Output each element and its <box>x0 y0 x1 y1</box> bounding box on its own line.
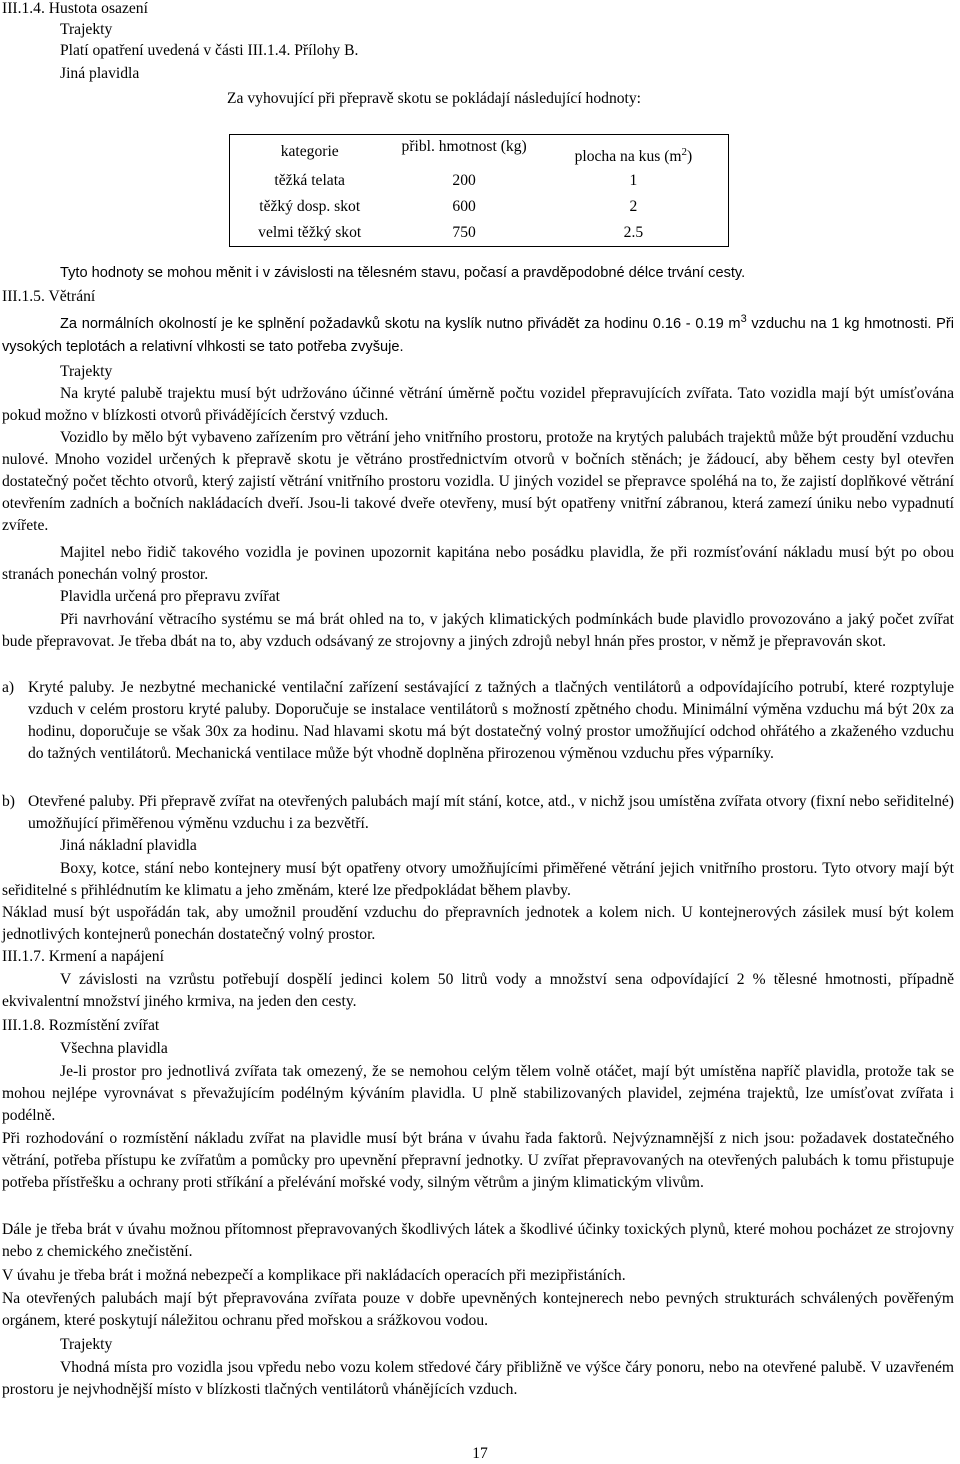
subheading-ferries: Trajekty <box>60 21 113 38</box>
page-number: 17 <box>472 1445 488 1462</box>
ventilation-paragraph-7: Náklad musí být uspořádán tak, aby umožnil proudění vzduchu do přepravních jednotek a kolem nich. U kontejnerových zásilek musí být kolem jednotlivých kontejnerů ponechán dostatečný volný prostor. <box>2 904 954 943</box>
density-table <box>229 134 729 247</box>
table-row <box>230 220 729 247</box>
ventilation-paragraph-1: Za normálních okolností je ke splnění požadavků skotu na kyslík nutno přivádět za hodinu 0.16 - 0.19 $m^3$ vzduchu na 1 kg hmotnosti. Při vysokých teplotách a relativní vlhkosti se tato potřeba zvyšuje. <box>2 313 954 355</box>
ventilation-paragraph-6: Boxy, kotce, stání nebo kontejnery musí být opatřeny otvory umožňujícími přiměřené větrání jejich vnitřního prostoru. Tyto otvory mají být seřiditelné s přihlédnutím ke klimatu a jeho změnám, které lze předpokládat během plavby. <box>2 860 954 899</box>
table-header-category: kategorie <box>280 142 339 160</box>
table-cell: těžká telata <box>274 172 345 189</box>
subheading-animal-vessels: Plavidla určená pro přepravu zvířat <box>60 588 280 605</box>
subheading-cargo-vessels: Jiná nákladní plavidla <box>60 837 197 854</box>
table-cell: velmi těžký skot <box>258 224 362 241</box>
table-header-area: plocha na kus $(m^2)$ <box>574 145 693 165</box>
ferries-paragraph: Platí opatření uvedená v části III.1.4. Přílohy B. <box>60 42 359 59</box>
table-cell: 2 <box>629 198 638 215</box>
table-cell: těžký dosp. skot <box>259 198 361 215</box>
table-cell: 600 <box>452 198 476 215</box>
placement-paragraph-2: Při rozhodování o rozmístění nákladu zvířat na plavidle musí být brána v úvahu řada faktorů. Nejvýznamnější z nich jsou: požadavek dostatečného větrání, potřeba přístupu ke zvířatům a pomůcky pro upevnění přepravní jednotky. U zvířat přepravovaných na otevřených palubách k tomu přistupuje potřeba přístřešku a ochrany proti stříkání a přelévání mořské vody, silným větrům a jiným klimatickým vlivům. <box>2 1130 954 1191</box>
section-heading-placement: III.1.8. Rozmístění zvířat <box>2 1017 160 1034</box>
subheading-all-vessels: Všechna plavidla <box>60 1040 168 1057</box>
subheading-ferries-ventilation: Trajekty <box>60 363 113 380</box>
list-label-b: b) <box>2 793 15 810</box>
list-label-a: a) <box>2 679 15 696</box>
table-row <box>230 194 729 220</box>
table-cell: 750 <box>452 224 476 241</box>
placement-paragraph-5: Na otevřených palubách mají být přepravována zvířata pouze v dobře upevněných kontejnerech nebo pevných strukturách schválených pověřeným orgánem, které poskytují náležitou ochranu před mořskou a srážkovou vodou. <box>2 1290 954 1329</box>
table-note: Tyto hodnoty se mohou měnit i v závislosti na tělesném stavu, počasí a pravděpodobné délce trvání cesty. <box>60 265 746 281</box>
table-cell: 1 <box>629 172 638 189</box>
ventilation-paragraph-4: Majitel nebo řidič takového vozidla je povinen upozornit kapitána nebo posádku plavidla, že při rozmísťování nákladu musí být po obou stranách ponechán volný prostor. <box>2 544 954 583</box>
placement-paragraph-6: Vhodná místa pro vozidla jsou vpředu nebo vozu kolem středové čáry přibližně ve výšce čáry ponoru, nebo na otevřené palubě. V uzavřeném prostoru je nejvhodnější místo v blízkosti tlačných ventilátorů vhánějících vzduch. <box>2 1359 954 1398</box>
list-item-covered-decks <box>2 677 954 765</box>
placement-paragraph-1: Je-li prostor pro jednotlivá zvířata tak omezený, že se nemohou celým tělem volně otáčet, mají být umístěna napříč plavidla, protože tak se mohou nejlépe vyrovnávat s převažujícím podélným kýváním plavidla. U plně stabilizovaných plavidel, zejména trajektů, lze umísťovat zvířata i podélně. <box>2 1063 954 1124</box>
subheading-other-vessels: Jiná plavidla <box>60 65 140 82</box>
section-heading-stocking-density: III.1.4. Hustota osazení <box>2 0 148 17</box>
table-header-weight: přibl. hmotnost (kg) <box>401 138 527 155</box>
ventilation-paragraph-2: Na kryté palubě trajektu musí být udržováno účinné větrání úměrně počtu vozidel přepravujících zvířata. Tato vozidla mají být umísťována pokud možno v blízkosti otvorů přivádějících čerstvý vzduch. <box>2 385 954 424</box>
list-text-b: Otevřené paluby. Při přepravě zvířat na otevřených palubách mají mít stání, kotce, atd., v nichž jsou umístěna zvířata otvory (fixní nebo seřiditelné) umožňující přiměřenou výměnu vzduchu i za bezvětří. <box>28 793 954 832</box>
section-heading-ventilation: III.1.5. Větrání <box>2 288 96 305</box>
table-cell: 200 <box>452 172 476 189</box>
list-item-open-decks <box>2 791 954 835</box>
table-cell: 2.5 <box>623 224 644 241</box>
list-text-a: Kryté paluby. Je nezbytné mechanické ventilační zařízení sestávající z tažných a tlačných ventilátorů a odpovídajícího potrubí, které rozptyluje vzduch v celém prostoru kryté paluby. Doporučuje se instalace ventilátorů s možností zpětného chodu. Minimální výměna vzduchu má být 20x za hodinu, doporučuje se však 30x za hodinu. Nad hlavami skotu má být dostatečný volný prostor umožňující odchod ohřátého a zkaženého vzduchu do tažných ventilátorů. Mechanická ventilace může být vhodně doplněna přirozenou výměnou vzduchu přes výparníky. <box>28 679 954 762</box>
placement-paragraph-3: Dále je třeba brát v úvahu možnou přítomnost přepravovaných škodlivých látek a škodlivé účinky toxických plynů, které mohou pocházet ze strojovny nebo z chemického znečistění. <box>2 1221 954 1260</box>
ventilation-paragraph-3: Vozidlo by mělo být vybaveno zařízením pro větrání jeho vnitřního prostoru, protože na krytých palubách trajektů může být proudění vzduchu nulové. Mnoho vozidel určených k přepravě skotu je větráno prostřednictvím otvorů v bočních stěnách; je žádoucí, aby během cesty byl otevřen dostatečný počet těchto otvorů, který zajistí větrání vnitřního prostoru vozidla. U jiných vozidel se přepravce spoléhá na to, že zajistí doplňkové větrání otevřením zadních a bočních nakládacích dveří. Jsou-li takové dveře otevřeny, musí být opatřeny vnitřní zábranou, která zamezí úniku nebo vypadnutí zvířete. <box>2 429 954 534</box>
table-row <box>230 168 729 194</box>
section-heading-feeding: III.1.7. Krmení a napájení <box>2 948 164 965</box>
table-intro: Za vyhovující při přepravě skotu se pokládají následující hodnoty: <box>227 90 642 107</box>
placement-paragraph-4: V úvahu je třeba brát i možná nebezpečí a komplikace při nakládacích operacích při mezipřistáních. <box>2 1267 626 1284</box>
feeding-paragraph: V závislosti na vzrůstu potřebují dospělí jedinci kolem 50 litrů vody a množství sena odpovídající 2 % tělesné hmotnosti, případně ekvivalentní množství jiného krmiva, na jeden den cesty. <box>2 971 954 1010</box>
subheading-ferries-placement: Trajekty <box>60 1336 113 1353</box>
table-header-row <box>230 135 729 169</box>
ventilation-paragraph-5: Při navrhování větracího systému se má brát ohled na to, v jakých klimatických podmínkách bude plavidlo provozováno a jaký počet zvířat bude přepravovat. Je třeba dbát na to, aby vzduch odsávaný ze strojovny a jiných zdrojů nebyl hnán přes prostor, v němž je přepravován skot. <box>2 611 954 650</box>
